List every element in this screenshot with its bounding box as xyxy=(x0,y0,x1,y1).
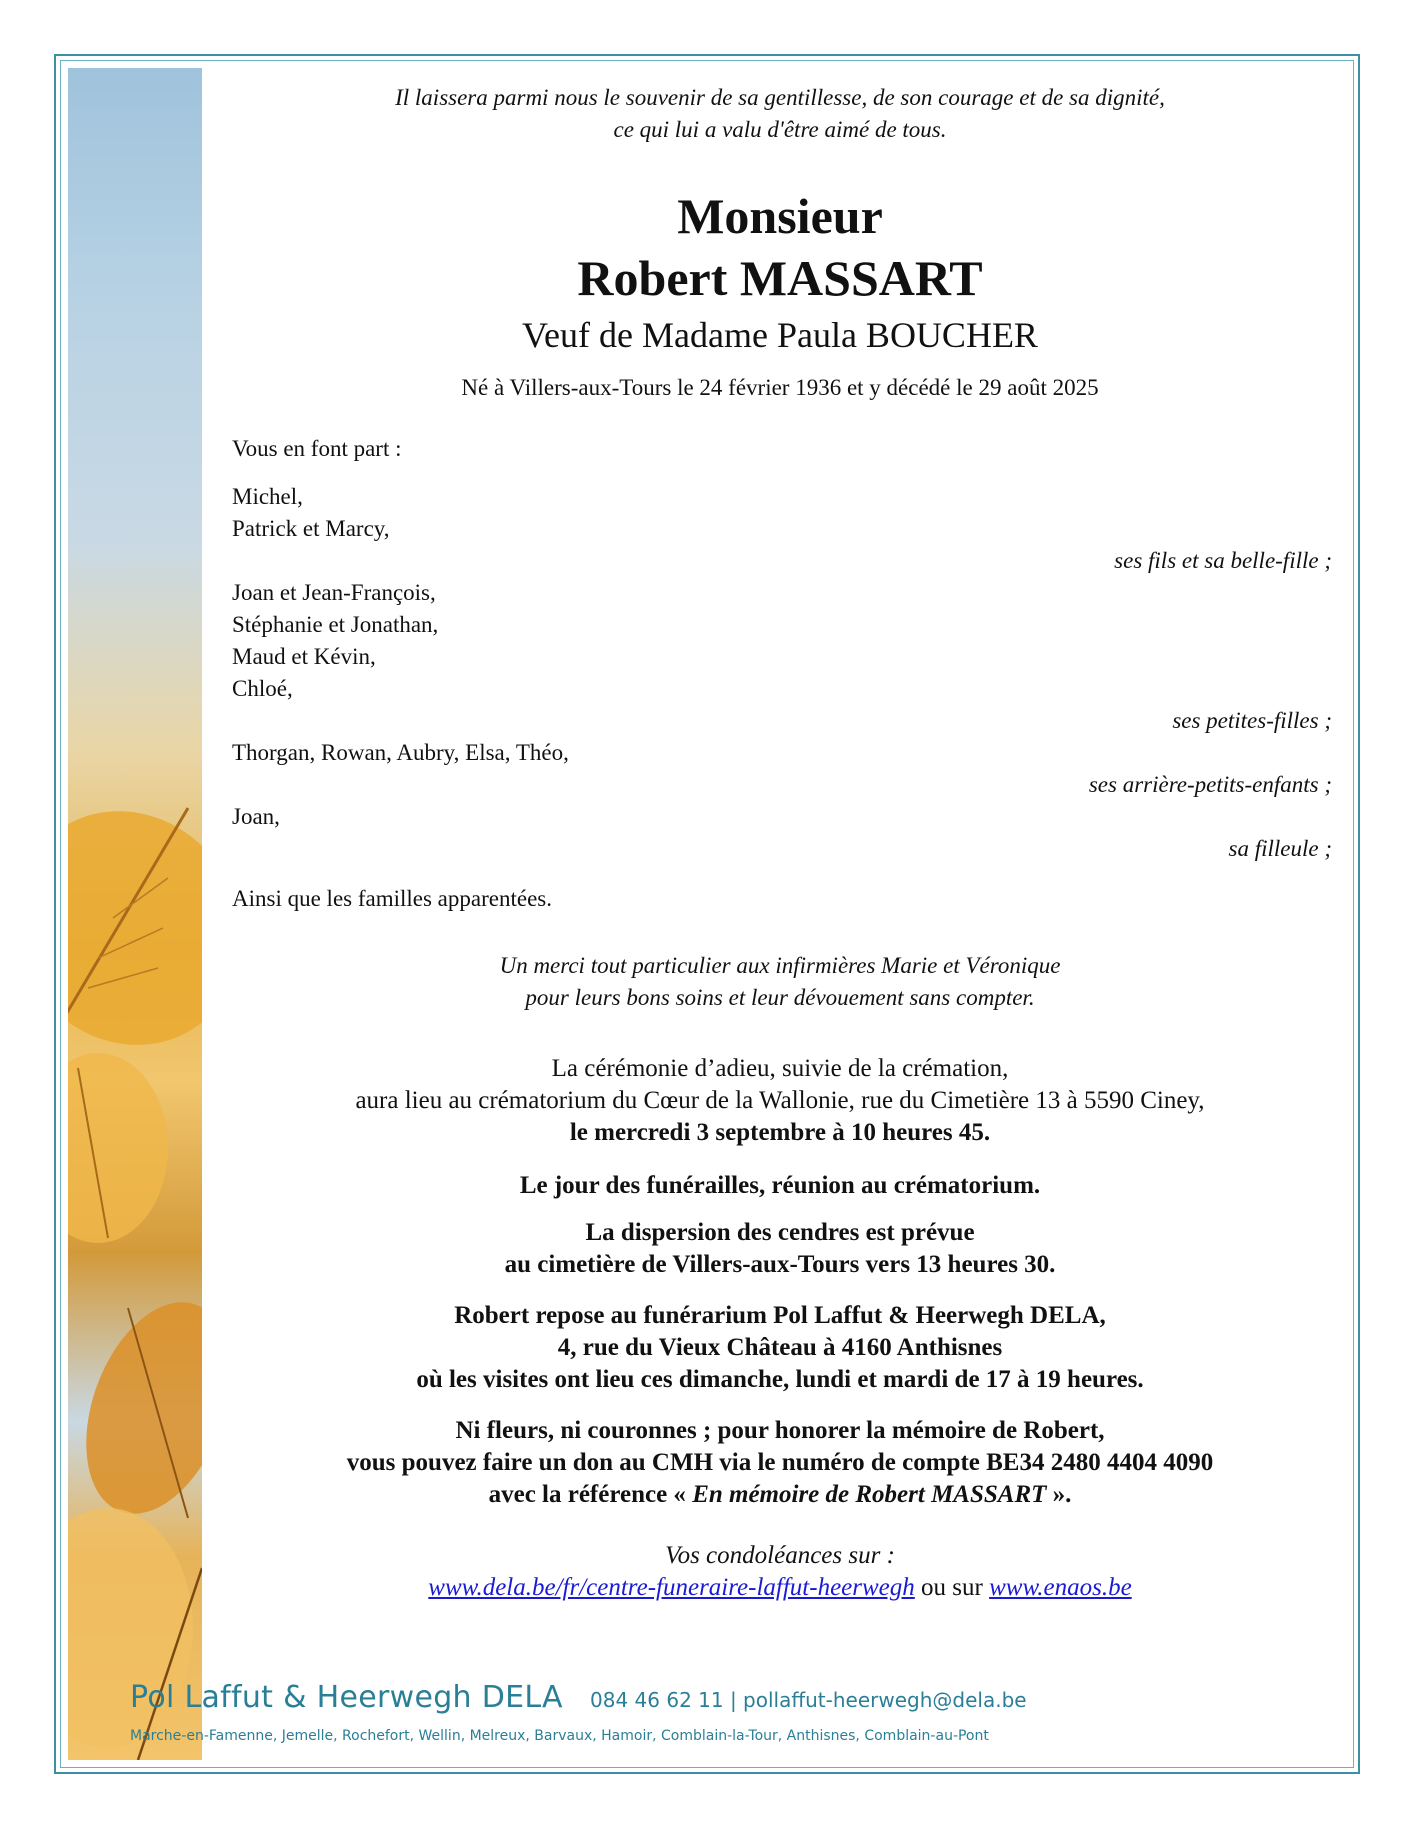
donation-info xyxy=(200,1415,1360,1511)
family-group-granddaughters xyxy=(232,577,1332,737)
funerarium-line-2: 4, rue du Vieux Château à 4160 Anthisnes xyxy=(557,1334,1003,1361)
funerarium-line-3: où les visites ont lieu ces dimanche, lundi et mardi de 17 à 19 heures. xyxy=(416,1366,1144,1393)
company-locations: Marche-en-Famenne, Jemelle, Rochefort, Wellin, Melreux, Barvaux, Hamoir, Comblain-la-Tour, Anthisnes, Comblain-au-Pont xyxy=(130,1728,989,1744)
family-relation: ses arrière-petits-enfants ; xyxy=(1088,772,1332,797)
announcement-body xyxy=(200,0,1360,1833)
family-name: Michel, xyxy=(232,484,303,509)
family-relation: ses fils et sa belle-fille ; xyxy=(1114,548,1332,573)
donation-ref-prefix: avec la référence « xyxy=(488,1481,693,1508)
reunion-note: Le jour des funérailles, réunion au crématorium. xyxy=(519,1172,1041,1199)
dispersion-info xyxy=(200,1217,1360,1281)
family-group-great-grandchildren xyxy=(232,737,1332,801)
condolences xyxy=(200,1540,1360,1604)
thanks-line-2: pour leurs bons soins et leur dévouement sans compter. xyxy=(525,985,1035,1010)
dispersion-line-1: La dispersion des cendres est prévue xyxy=(585,1219,975,1246)
family-relation: sa filleule ; xyxy=(1228,836,1332,861)
company-logo-text: Pol Laffut & Heerwegh DELA xyxy=(130,1680,563,1715)
thanks-note xyxy=(200,950,1360,1014)
birth-death-dates: Né à Villers-aux-Tours le 24 février 1936 et y décédé le 29 août 2025 xyxy=(461,375,1099,400)
condolences-label: Vos condoléances sur : xyxy=(665,1542,895,1569)
company-contact: 084 46 62 11 | pollaffut-heerwegh@dela.be xyxy=(590,1688,1027,1712)
donation-line-1: Ni fleurs, ni couronnes ; pour honorer la mémoire de Robert, xyxy=(455,1417,1105,1444)
links-connector: ou sur xyxy=(914,1574,990,1601)
autumn-leaves-image xyxy=(68,68,202,1760)
quote-line-2: ce qui lui a valu d'être aimé de tous. xyxy=(613,117,947,142)
ceremony-line-2: aura lieu au crématorium du Cœur de la Wallonie, rue du Cimetière 13 à 5590 Ciney, xyxy=(355,1087,1205,1114)
family-relation: ses petites-filles ; xyxy=(1172,708,1332,733)
family-group-sons xyxy=(232,481,1332,577)
widow-of: Veuf de Madame Paula BOUCHER xyxy=(522,315,1038,355)
honorific: Monsieur xyxy=(677,188,883,244)
family-name: Chloé, xyxy=(232,676,293,701)
funerarium-line-1: Robert repose au funérarium Pol Laffut & Heerwegh DELA, xyxy=(454,1302,1106,1329)
donation-line-2: vous pouvez faire un don au CMH via le numéro de compte BE34 2480 4404 4090 xyxy=(346,1449,1214,1476)
dela-condolences-link[interactable]: www.dela.be/fr/centre-funeraire-laffut-heerwegh xyxy=(428,1574,915,1601)
deceased-name: Robert MASSART xyxy=(577,250,983,306)
family-name: Thorgan, Rowan, Aubry, Elsa, Théo, xyxy=(232,740,569,765)
donation-reference: En mémoire de Robert MASSART xyxy=(692,1481,1047,1508)
dispersion-line-2: au cimetière de Villers-aux-Tours vers 13 heures 30. xyxy=(504,1251,1056,1278)
opening-quote xyxy=(200,82,1360,146)
donation-line-3 xyxy=(200,1479,1360,1511)
thanks-line-1: Un merci tout particulier aux infirmières Marie et Véronique xyxy=(499,953,1061,978)
ceremony-date: le mercredi 3 septembre à 10 heures 45. xyxy=(569,1119,991,1146)
quote-line-1: Il laissera parmi nous le souvenir de sa gentillesse, de son courage et de sa dignité, xyxy=(395,85,1165,110)
condolences-links xyxy=(200,1572,1360,1604)
family-name: Joan, xyxy=(232,804,280,829)
family-intro: Vous en font part : xyxy=(232,436,402,461)
family-name: Maud et Kévin, xyxy=(232,644,376,669)
enaos-link[interactable]: www.enaos.be xyxy=(989,1574,1132,1601)
family-group-goddaughter xyxy=(232,801,1332,865)
ceremony-info xyxy=(200,1053,1360,1149)
family-name: Joan et Jean-François, xyxy=(232,580,436,605)
donation-ref-suffix: ». xyxy=(1046,1481,1072,1508)
funerarium-info xyxy=(200,1300,1360,1396)
family-name: Stéphanie et Jonathan, xyxy=(232,612,439,637)
family-name: Patrick et Marcy, xyxy=(232,516,390,541)
family-closing: Ainsi que les familles apparentées. xyxy=(232,886,552,911)
ceremony-line-1: La cérémonie d’adieu, suivie de la crémation, xyxy=(551,1055,1009,1082)
